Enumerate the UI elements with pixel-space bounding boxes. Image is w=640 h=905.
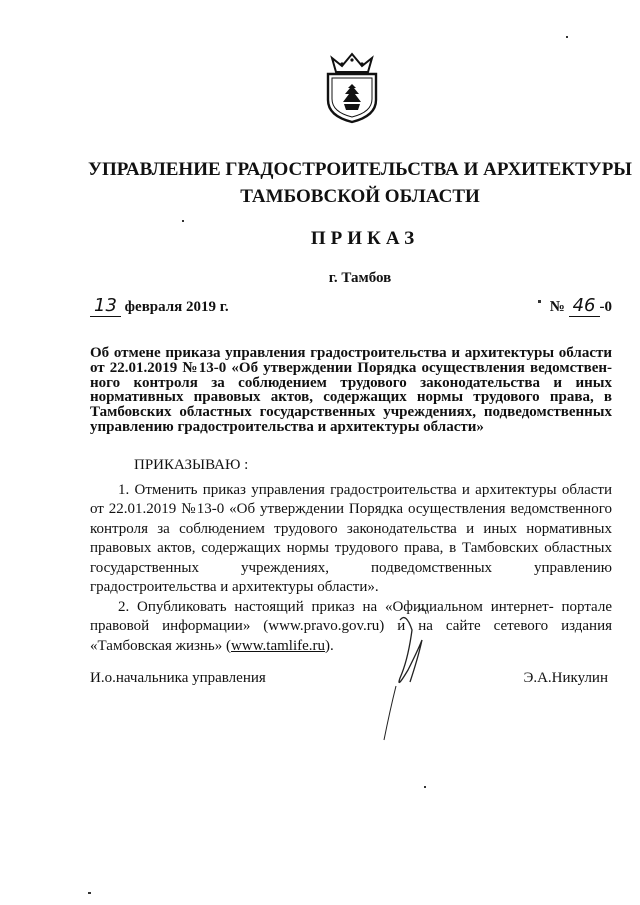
document-city: г. Тамбов <box>328 270 392 286</box>
document-type-title: ПРИКАЗ <box>310 228 420 249</box>
handwritten-signature <box>360 600 450 760</box>
scan-artifact <box>88 892 91 894</box>
scan-artifact <box>182 220 184 222</box>
scan-artifact <box>538 300 541 303</box>
number-suffix: -0 <box>599 299 612 315</box>
document-body <box>90 456 612 656</box>
signatory-name: Э.А.Никулин <box>523 670 608 686</box>
document-number <box>550 296 612 317</box>
order-item-2 <box>90 598 612 657</box>
handwritten-day: 13 <box>90 296 121 317</box>
tamlife-link[interactable]: www.tamlife.ru <box>231 637 326 654</box>
organization-title-line2: ТАМБОВСКОЙ ОБЛАСТИ <box>240 186 480 207</box>
organization-title-line1: УПРАВЛЕНИЕ ГРАДОСТРОИТЕЛЬСТВА И АРХИТЕКТУРЫ <box>88 159 632 180</box>
document-date <box>90 296 229 317</box>
organization-title <box>80 156 640 210</box>
order-directive: ПРИКАЗЫВАЮ : <box>134 457 249 473</box>
order-item-2-end: ). <box>325 637 334 654</box>
handwritten-number: 46 <box>569 296 600 317</box>
scan-artifact <box>566 36 568 38</box>
coat-of-arms-icon <box>322 52 382 124</box>
scan-artifact <box>424 786 426 788</box>
document-subject: Об отмене приказа управления градостроительства и архитектуры области от 22.01.2019 №13-0 «Об утверждении Порядка осуществления ведомственного контроля за соблюдением трудового законодательства и иных нормативных правовых актов, содержащих нормы трудового права, в Тамбовских областных государственных учреждениях, подведомственных управлению градостроительства и архитектуры области» <box>90 345 612 435</box>
signatory-position: И.о.начальника управления <box>90 670 266 686</box>
order-item-2-text: 2. Опубликовать настоящий приказ на «Официальном интернет- портале правовой информации» (www.pravo.gov.ru) и на сайте сетевого издания «Тамбовская жизнь» ( <box>90 598 612 654</box>
order-item-1: 1. Отменить приказ управления градостроительства и архитектуры области от 22.01.2019 №13-0 «Об утверждении Порядка осуществления ведомственного контроля за соблюдением трудового законодательства и иных нормативных правовых актов, содержащих нормы трудового права, в Тамбовских областных государственных учреждениях, подведомственных управлению градостроительства и архитектуры области». <box>90 481 612 595</box>
date-month-year: февраля 2019 г. <box>124 299 229 315</box>
number-sign: № <box>549 299 565 315</box>
